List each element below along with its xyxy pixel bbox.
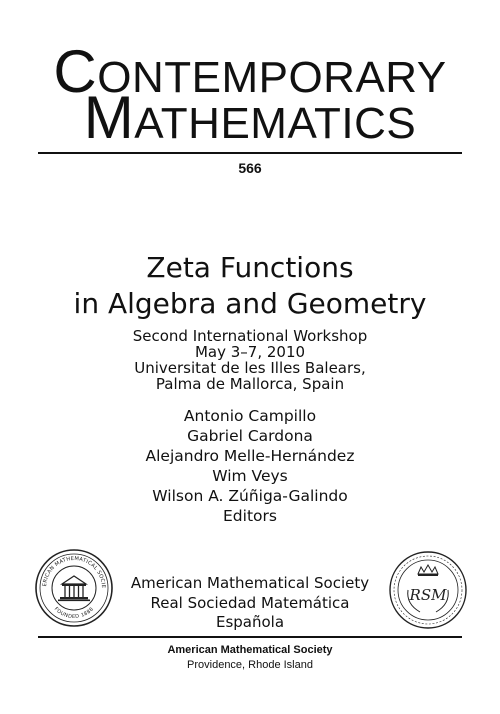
- bottom-rule: [38, 636, 462, 638]
- svg-text:FOUNDED 1888: FOUNDED 1888: [52, 606, 96, 621]
- editor-name: Antonio Campillo: [183, 407, 317, 425]
- footer-location: Providence, Rhode Island: [187, 659, 313, 671]
- publisher-line-rsme: Real Sociedad Matemática Española: [150, 594, 350, 631]
- subtitle-line-4: Palma de Mallorca, Spain: [155, 375, 345, 393]
- series-rest-2: ATHEMATICS: [134, 99, 417, 148]
- editor-name: Wim Veys: [212, 467, 288, 485]
- series-initial-m: M: [83, 84, 135, 151]
- series-title-line-1: [0, 38, 500, 105]
- rsme-seal-icon: [388, 550, 468, 630]
- book-title-line-1: Zeta Functions: [146, 251, 354, 284]
- editor-name: Gabriel Cardona: [187, 427, 313, 445]
- subtitle-line-1: Second International Workshop: [132, 327, 368, 345]
- svg-text:RSM: RSM: [409, 586, 447, 604]
- svg-text:AMERICAN MATHEMATICAL SOCIETY: ERICAN MATHEMATICAL SOCIE: [42, 555, 107, 589]
- top-rule: [38, 152, 462, 154]
- book-title-line-2: in Algebra and Geometry: [73, 287, 427, 320]
- subtitle-line-2: May 3–7, 2010: [194, 343, 306, 361]
- editor-name: Wilson A. Zúñiga-Galindo: [152, 487, 348, 505]
- ams-seal-icon: [34, 548, 114, 628]
- editors-label: Editors: [223, 507, 277, 525]
- series-title-line-2: [0, 84, 500, 151]
- series-initial-c: C: [53, 38, 98, 105]
- volume-number: 566: [238, 160, 262, 176]
- publisher-line-ams: American Mathematical Society: [130, 574, 370, 592]
- editor-name: Alejandro Melle-Hernández: [145, 447, 355, 465]
- subtitle-line-3: Universitat de les Illes Balears,: [134, 359, 366, 377]
- series-rest-1: ONTEMPORARY: [97, 53, 447, 102]
- footer-publisher: American Mathematical Society: [167, 644, 333, 656]
